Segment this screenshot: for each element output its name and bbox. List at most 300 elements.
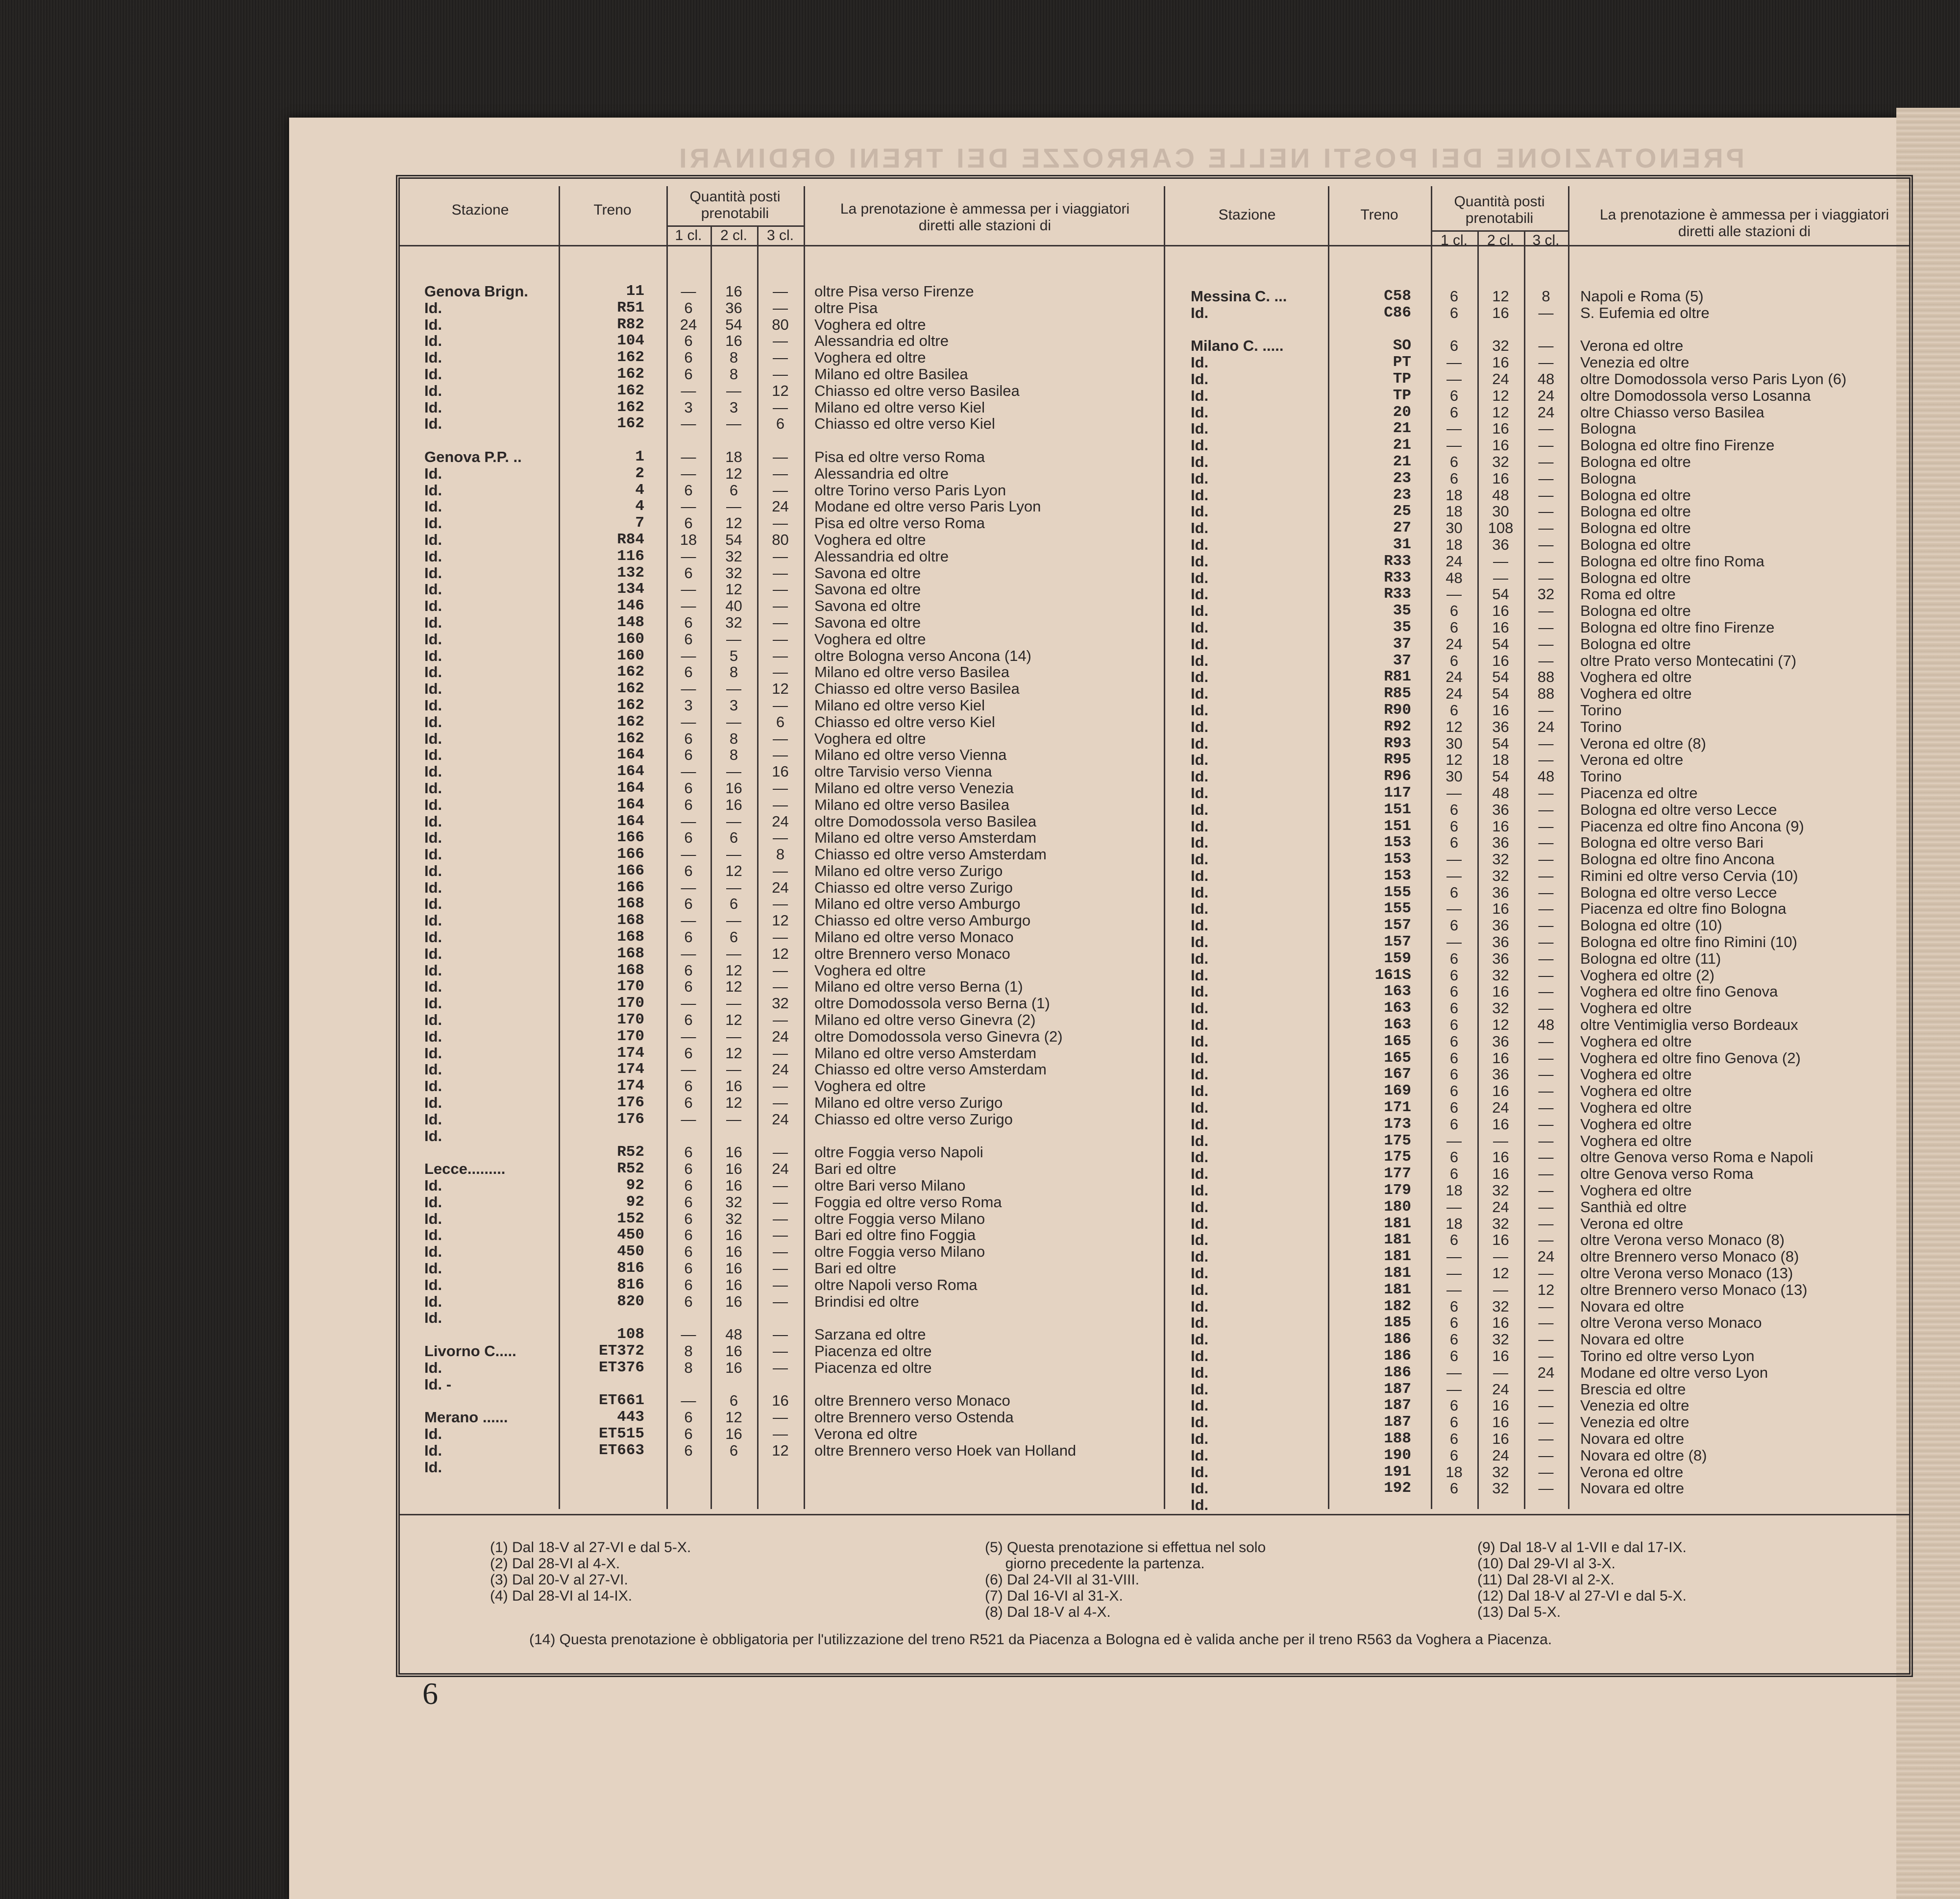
table-cell: 16 [1492,469,1509,487]
table-cell: 6 [1449,304,1459,321]
table-cell: Modane ed oltre verso Paris Lyon [814,498,1041,515]
table-cell: Id. [424,564,442,582]
table-cell: — [1538,1165,1554,1183]
table-cell: 25 [1393,503,1411,520]
table-cell: 166 [617,829,644,847]
table-cell: 175 [1384,1132,1411,1149]
table-cell [757,1376,804,1393]
right-treno-column [1333,288,1411,1497]
table-cell: 92 [626,1177,644,1194]
table-cell: 6 [684,1177,693,1194]
table-cell: 6 [684,746,693,764]
table-cell: Chiasso ed oltre verso Kiel [814,713,995,730]
table-cell: — [1538,552,1554,570]
table-cell: 12 [725,1011,742,1029]
table-cell: Milano C. ..... [1191,337,1284,355]
table-cell: 6 [684,928,693,946]
table-cell: Id. [1191,1331,1209,1348]
table-cell: Id. [424,763,442,780]
table-cell [564,1310,644,1326]
table-cell: 6 [684,1094,693,1112]
table-cell: 6 [684,332,693,350]
table-cell: 450 [617,1226,644,1244]
table-cell: 16 [1492,1115,1509,1133]
table-cell: Bologna ed oltre (11) [1580,950,1721,967]
table-cell: 6 [1449,817,1459,835]
table-cell [564,432,644,449]
table-cell: 16 [1492,1413,1509,1431]
table-cell: Novara ed oltre [1580,1297,1684,1315]
table-cell: — [1446,1198,1462,1216]
table-cell: Id. [1191,1314,1209,1332]
table-cell: Voghera ed oltre [814,961,926,979]
table-cell: Id. [1191,1099,1209,1117]
header-cl3-right: 3 cl. [1532,232,1560,248]
table-cell: — [681,995,696,1012]
right-cl2-column [1477,288,1524,1497]
table-cell: Bologna ed oltre verso Lecce [1580,883,1777,901]
table-cell: 24 [1537,1248,1555,1266]
table-cell: — [773,332,788,350]
table-cell: — [726,630,741,648]
table-cell: Id. [424,878,442,896]
table-cell: Id. [1191,801,1209,818]
table-cell: Voghera ed oltre [1580,1082,1692,1100]
table-cell: 16 [1492,983,1509,1000]
table-cell: 166 [617,862,644,879]
table-cell: 6 [684,564,693,582]
table-cell: R52 [617,1144,644,1161]
table-cell: Novara ed oltre [1580,1430,1684,1447]
table-cell: — [773,613,788,631]
table-cell: — [773,647,788,664]
table-cell: 16 [1492,1347,1509,1364]
table-cell: 30 [1492,503,1509,520]
table-cell: Bologna ed oltre fino Firenze [1580,437,1775,454]
table-cell: Bologna ed oltre [1580,453,1691,470]
header-cl1-right: 1 cl. [1440,232,1468,248]
table-cell: — [726,415,741,433]
table-cell: — [773,796,788,813]
table-cell: Genova Brign. [424,283,528,300]
table-cell: — [1538,1049,1554,1067]
table-cell: 48 [725,1326,742,1343]
table-cell: — [1493,1132,1508,1149]
table-cell: 132 [617,564,644,582]
table-cell: — [773,1210,788,1227]
table-cell: Id. [424,547,442,565]
table-cell: 187 [1384,1413,1411,1431]
table-cell: — [1446,867,1462,884]
table-cell: 6 [684,365,693,383]
table-cell: — [1538,784,1554,802]
table-cell: Bologna ed oltre fino Rimini (10) [1580,933,1797,951]
table-cell: 12 [1446,718,1463,735]
table-cell: 182 [1384,1297,1411,1315]
table-cell: 108 [617,1326,644,1343]
table-cell: Id. [424,846,442,863]
table-cell: Bologna ed oltre (10) [1580,917,1722,934]
table-cell: 6 [684,1292,693,1310]
table-cell: 6 [1449,999,1459,1017]
table-cell: 6 [684,613,693,631]
table-cell: Id. [1191,403,1209,421]
table-cell: 12 [772,680,789,698]
table-cell: — [681,680,696,698]
table-cell: Id. [1191,883,1209,901]
table-cell: 6 [1449,834,1459,852]
table-cell: — [1538,917,1554,934]
table-cell: — [1538,851,1554,868]
table-cell: — [773,564,788,582]
table-cell: Voghera ed oltre [814,630,926,648]
table-cell: Savona ed oltre [814,613,921,631]
table-cell: oltre Verona verso Monaco [1580,1314,1762,1332]
table-cell: Bologna ed oltre [1580,519,1691,537]
table-cell: Id. [424,382,442,399]
table-cell: SO [1393,337,1411,355]
table-cell: Id. [1191,486,1209,504]
table-cell: 32 [1492,453,1509,470]
table-cell: oltre Chiasso verso Basilea [1580,403,1764,421]
table-cell: 32 [1492,867,1509,884]
table-cell: 16 [1492,1314,1509,1332]
table-cell: Id. [424,978,442,996]
table-cell: 6 [684,1243,693,1261]
left-cl1-column [666,283,710,1459]
table-cell: Voghera ed oltre [1580,1182,1692,1199]
table-cell: Id. [1191,817,1209,835]
table-cell: — [1446,933,1462,951]
table-cell: Voghera ed oltre [1580,999,1692,1017]
table-cell: 152 [617,1210,644,1227]
table-cell: Id. [1191,718,1209,735]
left-cl3-column [757,283,804,1459]
footnotes-col2: (5) Questa prenotazione si effettua nel solo giorno precedente la partenza. (6) Dal 24-VII al 31-VIII. (7) Dal 16-VI al 31-X. (8) Dal 18-V al 4-X. [985,1539,1266,1620]
table-cell: 16 [725,1276,742,1293]
table-cell: Id. [424,398,442,416]
table-cell: 23 [1393,469,1411,487]
table-cell: — [773,1226,788,1244]
table-cell: 21 [1393,420,1411,438]
table-cell: Milano ed oltre verso Venezia [814,779,1014,797]
table-cell [814,1128,1162,1144]
table-cell: 32 [725,613,742,631]
table-cell: Id. [424,1193,442,1211]
table-cell: 27 [1393,519,1411,537]
table-cell: — [1446,1248,1462,1266]
table-cell: 21 [1393,453,1411,470]
table-cell: 12 [1492,288,1509,305]
table-cell: 12 [772,912,789,929]
table-cell: 6 [1449,337,1459,355]
table-cell: 2 [635,464,644,482]
table-cell: Pisa ed oltre verso Roma [814,448,985,465]
table-cell: ET376 [598,1359,644,1376]
table-cell: 30 [1446,734,1463,752]
table-cell: S. Eufemia ed oltre [1580,304,1710,321]
table-cell: Id. [424,1260,442,1277]
table-cell: ET515 [598,1425,644,1442]
table-cell: 54 [1492,635,1509,653]
table-cell: 32 [1492,966,1509,984]
table-cell: 20 [1393,403,1411,421]
table-cell: oltre Brennero verso Ostenda [814,1409,1014,1426]
table-cell: — [1446,1265,1462,1282]
table-cell: 169 [1384,1082,1411,1100]
table-cell: Milano ed oltre verso Ginevra (2) [814,1011,1036,1029]
table-cell: 163 [1384,1016,1411,1034]
table-cell: Verona ed oltre [814,1425,918,1442]
table-cell: 54 [725,531,742,548]
table-cell: — [726,763,741,780]
table-cell: Id. [1191,668,1209,686]
table-cell: Id. [1191,635,1209,653]
table-cell: — [726,680,741,698]
table-cell: 6 [1449,1032,1459,1050]
table-cell: 3 [684,696,693,714]
table-cell: 16 [725,1077,742,1095]
table-cell: 32 [1492,1182,1509,1199]
table-cell: Torino [1580,701,1622,719]
table-cell: 6 [684,1409,693,1426]
table-cell: 24 [772,1027,789,1045]
table-cell: 18 [1446,503,1463,520]
table-cell: 6 [1449,701,1459,719]
table-cell: Venezia ed oltre [1580,354,1690,371]
block-divider [1164,186,1165,1509]
table-cell: 163 [1384,999,1411,1017]
table-cell: 16 [1492,304,1509,321]
table-cell: 16 [1492,701,1509,719]
table-cell: 6 [729,481,738,499]
header-quantita: Quantità posti prenotabili [689,189,781,221]
table-cell: — [773,1193,788,1211]
table-cell: Id. [424,796,442,813]
table-cell: — [773,1077,788,1095]
table-cell: 6 [1449,602,1459,620]
table-cell: — [1446,784,1462,802]
table-cell: — [773,1409,788,1426]
right-destination-column [1580,288,1909,1497]
table-cell: 6 [1449,469,1459,487]
table-cell: Piacenza ed oltre [1580,784,1698,802]
show-through-text: PRENOTAZIONE DEI POSTI NELLE CARROZZE DEI TRENI ORDINARI [676,143,1744,173]
table-cell: 30 [1446,519,1463,537]
table-cell: Voghera ed oltre (2) [1580,966,1715,984]
table-cell: oltre Prato verso Montecatini (7) [1580,652,1797,669]
table-cell: 6 [729,895,738,913]
table-cell: Chiasso ed oltre verso Kiel [814,415,995,433]
table-cell: 155 [1384,900,1411,918]
header-stazione: Stazione [451,202,509,218]
table-cell: Savona ed oltre [814,564,921,582]
table-cell: 24 [1446,635,1463,653]
table-cell: 6 [1449,883,1459,901]
table-cell: 6 [684,1044,693,1062]
table-cell: Id. [1191,1115,1209,1133]
table-cell: 8 [729,663,738,681]
table-cell: Modane ed oltre verso Lyon [1580,1363,1768,1381]
table-cell: oltre Domodossola verso Ginevra (2) [814,1027,1063,1045]
table-cell [424,1392,557,1409]
table-cell: 181 [1384,1265,1411,1282]
table-cell [757,432,804,449]
table-cell: R33 [1384,552,1411,570]
table-cell: 6 [1449,1480,1459,1497]
table-cell: 23 [1393,486,1411,504]
table-cell: 816 [617,1260,644,1277]
table-cell: 8 [729,349,738,366]
table-cell: Id. [1191,370,1209,388]
table-cell: — [726,1061,741,1078]
table-cell: 12 [1492,1265,1509,1282]
table-cell: 16 [1492,900,1509,918]
table-cell: 16 [1492,1148,1509,1166]
table-cell: — [681,912,696,929]
table-cell: R33 [1384,569,1411,586]
table-cell: — [726,846,741,863]
table-cell: oltre Foggia verso Napoli [814,1144,983,1161]
table-cell: — [1538,1148,1554,1166]
table-cell: — [1446,585,1462,603]
left-stazione-column [424,283,557,1475]
table-cell: — [1538,1430,1554,1447]
table-cell: Id. [424,1210,442,1227]
table-cell: — [1538,1480,1554,1497]
table-cell [666,1310,710,1326]
table-cell: 12 [725,1094,742,1112]
table-cell: 16 [1492,1082,1509,1100]
table-cell: 6 [1449,1413,1459,1431]
table-cell: Id. [424,746,442,764]
table-cell: 54 [1492,668,1509,686]
table-cell: oltre Verona verso Monaco (13) [1580,1265,1793,1282]
table-cell: Bologna ed oltre fino Roma [1580,552,1764,570]
table-cell: Id. [424,1458,442,1476]
table-cell: Id. [424,365,442,383]
table-cell: 162 [617,382,644,399]
table-cell: R81 [1384,668,1411,686]
table-cell: Id. [424,895,442,913]
table-cell: 16 [1492,1397,1509,1414]
table-cell: — [1538,1380,1554,1398]
left-treno-column [564,283,644,1459]
table-cell: Id. [424,531,442,548]
table-cell: Napoli e Roma (5) [1580,288,1704,305]
table-cell: — [773,630,788,648]
table-cell: 6 [684,1144,693,1161]
table-cell: Milano ed oltre verso Amsterdam [814,1044,1037,1062]
table-cell: — [1538,1066,1554,1083]
table-cell: — [773,581,788,598]
table-cell: 36 [1492,718,1509,735]
table-cell: 32 [1492,999,1509,1017]
table-cell: 6 [684,1011,693,1029]
table-cell: Voghera ed oltre fino Genova [1580,983,1778,1000]
table-cell: 48 [1537,768,1555,785]
table-cell: Bari ed oltre fino Foggia [814,1226,976,1244]
table-cell: R93 [1384,734,1411,752]
table-cell: Id. [424,1044,442,1062]
page-number: 6 [422,1676,438,1711]
table-cell: 3 [729,696,738,714]
table-cell: 80 [772,316,789,333]
table-cell: — [1538,817,1554,835]
table-cell [710,1376,757,1393]
table-cell: Id. [1191,1016,1209,1034]
table-cell: 6 [684,1226,693,1244]
table-cell: — [1538,1132,1554,1149]
table-cell: Torino [1580,768,1622,785]
table-cell: 6 [1449,387,1459,404]
table-cell: — [1538,519,1554,537]
table-cell: — [1538,1397,1554,1414]
table-cell: — [726,1110,741,1128]
table-cell: oltre Foggia verso Milano [814,1210,985,1227]
table-cell: Alessandria ed oltre [814,464,949,482]
table-cell: 181 [1384,1248,1411,1266]
table-cell: 6 [1449,1397,1459,1414]
table-cell: Novara ed oltre [1580,1331,1684,1348]
table-cell: Torino [1580,718,1622,735]
table-cell: Bologna ed oltre [1580,635,1691,653]
table-cell: Alessandria ed oltre [814,332,949,350]
table-cell: 170 [617,1027,644,1045]
table-cell [757,1310,804,1326]
table-cell: 32 [725,564,742,582]
table-cell: — [681,415,696,433]
table-cell: — [1446,437,1462,454]
table-cell: 6 [1449,1082,1459,1100]
table-cell: Livorno C..... [424,1342,516,1360]
table-cell: 157 [1384,917,1411,934]
table-cell [757,1128,804,1144]
table-cell: 6 [684,663,693,681]
table-cell: 40 [725,597,742,615]
table-cell: 190 [1384,1446,1411,1464]
table-cell: 36 [725,299,742,316]
table-cell: — [1538,867,1554,884]
table-cell: — [773,1292,788,1310]
table-cell: Milano ed oltre verso Basilea [814,796,1010,813]
table-cell: 175 [1384,1148,1411,1166]
table-cell: 7 [635,514,644,532]
table-cell: 173 [1384,1115,1411,1133]
table-cell: — [681,1061,696,1078]
table-cell: — [773,448,788,465]
table-cell: 6 [684,1077,693,1095]
table-cell [564,1376,644,1393]
table-cell: 12 [772,382,789,399]
table-cell: oltre Genova verso Roma [1580,1165,1754,1183]
table-cell: 32 [725,547,742,565]
table-cell: Bologna ed oltre [1580,569,1691,586]
table-cell: Verona ed oltre (8) [1580,734,1706,752]
table-cell: 6 [684,514,693,532]
table-cell: 32 [1492,1297,1509,1315]
table-cell: oltre Brennero verso Monaco [814,945,1010,962]
table-cell: 151 [1384,817,1411,835]
table-cell: 8 [729,746,738,764]
table-cell: Alessandria ed oltre [814,547,949,565]
table-cell: — [681,382,696,399]
table-cell: R82 [617,316,644,333]
table-cell: 6 [684,630,693,648]
table-cell: 54 [1492,685,1509,703]
table-cell: Venezia ed oltre [1580,1397,1690,1414]
table-cell: PT [1393,354,1411,371]
